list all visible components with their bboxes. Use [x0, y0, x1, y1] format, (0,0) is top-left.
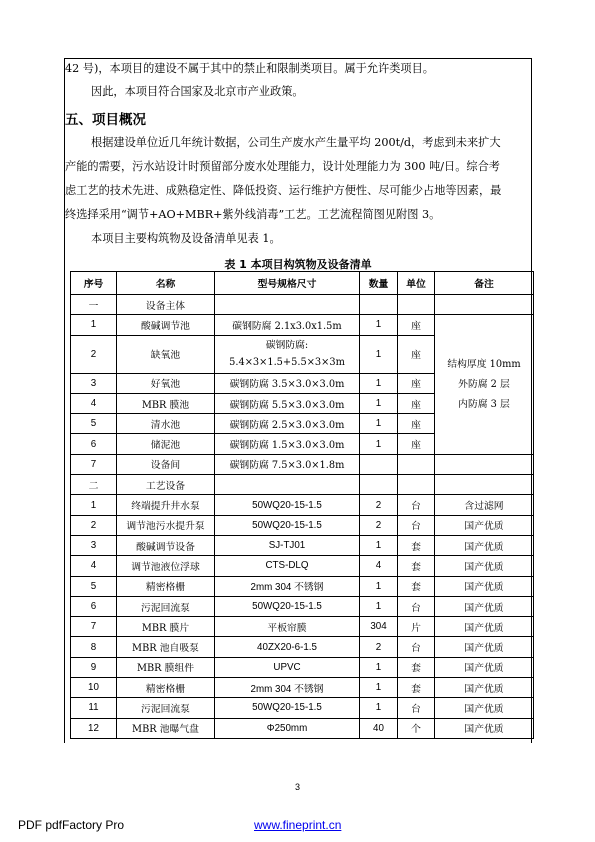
cell-spec: 40ZX20-6-1.5: [215, 637, 360, 657]
cell-spec: Φ250mm: [215, 718, 360, 738]
cell-no: 1: [71, 495, 117, 515]
table-group-row: [71, 475, 534, 495]
cell-unit: 个: [398, 718, 435, 738]
cell-unit: 套: [398, 678, 435, 698]
table-row: [71, 678, 534, 698]
table-header-row: [71, 272, 534, 295]
intro-line-2: 因此，本项目符合国家及北京市产业政策。: [91, 85, 304, 98]
table-row: 5 清水池 碳钢防腐 2.5×3.0×3.0m 1 座: [71, 414, 534, 434]
section-heading: 五、项目概况: [65, 112, 146, 128]
col-header-name: 名称: [117, 272, 215, 295]
cell-no: 4: [71, 556, 117, 576]
col-header-spec: 型号规格尺寸: [215, 272, 360, 295]
cell-unit: 套: [398, 576, 435, 596]
table-row: [71, 495, 534, 515]
table-row: 2 缺氧池 碳钢防腐: 5.4×3×1.5+5.5×3×3m 1 座: [71, 335, 534, 373]
table-group-row: [71, 295, 534, 315]
cell-remark: 含过滤网: [435, 495, 534, 515]
table-row: 3 好氧池 碳钢防腐 3.5×3.0×3.0m 1 座: [71, 373, 534, 393]
cell-no: 11: [71, 698, 117, 718]
cell-unit: 套: [398, 556, 435, 576]
table-row: [71, 718, 534, 738]
intro-line-1: 42 号)，本项目的建设不属于其中的禁止和限制类项目。属于允许类项目。: [65, 62, 434, 75]
para1-line-2: 产能的需要，污水站设计时预留部分废水处理能力，设计处理能力为 300 吨/日。综合考: [65, 160, 500, 173]
cell-remark: 国产优质: [435, 515, 534, 535]
cell-no: 9: [71, 657, 117, 677]
cell-no: 6: [71, 596, 117, 616]
table-row: 7 设备间 碳钢防腐 7.5×3.0×1.8m: [71, 454, 534, 474]
col-header-unit: 单位: [398, 272, 435, 295]
cell-unit: 套: [398, 657, 435, 677]
cell-name: 调节池污水提升泵: [117, 515, 215, 535]
col-header-qty: 数量: [360, 272, 398, 295]
para1-line-4: 终选择采用“调节+AO+MBR+紫外线消毒”工艺。工艺流程简图见附图 3。: [65, 208, 441, 221]
cell-name: MBR 膜片: [117, 617, 215, 637]
col-header-no: 序号: [71, 272, 117, 295]
group-no: 一: [71, 295, 117, 315]
cell-unit: 台: [398, 698, 435, 718]
cell-unit: 台: [398, 596, 435, 616]
table-row: [71, 535, 534, 555]
cell-name: MBR 池自吸泵: [117, 637, 215, 657]
cell-unit: 台: [398, 637, 435, 657]
cell-no: 8: [71, 637, 117, 657]
table-row: [71, 515, 534, 535]
cell-name: 精密格栅: [117, 678, 215, 698]
cell-qty: 2: [360, 495, 398, 515]
table-row: [71, 576, 534, 596]
cell-name: MBR 膜组件: [117, 657, 215, 677]
cell-unit: 台: [398, 495, 435, 515]
cell-qty: 1: [360, 657, 398, 677]
cell-qty: 40: [360, 718, 398, 738]
cell-name: 污泥回流泵: [117, 596, 215, 616]
cell-qty: 1: [360, 698, 398, 718]
cell-qty: 1: [360, 596, 398, 616]
equipment-table: [70, 271, 534, 739]
cell-no: 10: [71, 678, 117, 698]
para2: 本项目主要构筑物及设备清单见表 1。: [91, 232, 281, 245]
cell-qty: 1: [360, 576, 398, 596]
cell-unit: 套: [398, 535, 435, 555]
cell-spec: 50WQ20-15-1.5: [215, 596, 360, 616]
footer-link[interactable]: www.fineprint.cn: [254, 818, 342, 832]
table-row: [71, 556, 534, 576]
table-row: 1 酸碱调节池 碳钢防腐 2.1x3.0x1.5m 1 座 结构厚度 10mm 外防腐 2 层 内防腐 3 层: [71, 315, 534, 335]
cell-remark: 国产优质: [435, 596, 534, 616]
cell-spec: 2mm 304 不锈钢: [215, 576, 360, 596]
cell-remark: 国产优质: [435, 576, 534, 596]
table-row: [71, 637, 534, 657]
cell-qty: 1: [360, 535, 398, 555]
group-name: 设备主体: [117, 295, 215, 315]
cell-unit: 片: [398, 617, 435, 637]
cell-name: 精密格栅: [117, 576, 215, 596]
table-row: 6 储泥池 碳钢防腐 1.5×3.0×3.0m 1 座: [71, 434, 534, 454]
cell-qty: 1: [360, 678, 398, 698]
cell-remark: 国产优质: [435, 556, 534, 576]
para1-line-1: 根据建设单位近几年统计数据，公司生产废水产生量平均 200t/d，考虑到未来扩大: [91, 136, 501, 149]
table-row: 4 MBR 膜池 碳钢防腐 5.5×3.0×3.0m 1 座: [71, 393, 534, 413]
page-number: 3: [294, 782, 300, 792]
cell-remark: 国产优质: [435, 617, 534, 637]
table-caption: 表 1 本项目构筑物及设备清单: [224, 258, 372, 271]
cell-no: 12: [71, 718, 117, 738]
cell-remark: 国产优质: [435, 657, 534, 677]
structure-remark: 结构厚度 10mm 外防腐 2 层 内防腐 3 层: [435, 315, 534, 454]
cell-spec: 50WQ20-15-1.5: [215, 495, 360, 515]
cell-qty: 2: [360, 637, 398, 657]
cell-spec: 2mm 304 不锈钢: [215, 678, 360, 698]
cell-no: 5: [71, 576, 117, 596]
cell-spec: UPVC: [215, 657, 360, 677]
cell-name: 酸碱调节设备: [117, 535, 215, 555]
table-row: [71, 617, 534, 637]
cell-remark: 国产优质: [435, 535, 534, 555]
table-row: [71, 698, 534, 718]
para1-line-3: 虑工艺的技术先进、成熟稳定性、降低投资、运行维护方便性、尽可能少占地等因素，最: [65, 184, 502, 197]
cell-spec: 50WQ20-15-1.5: [215, 698, 360, 718]
cell-name: 污泥回流泵: [117, 698, 215, 718]
cell-no: 2: [71, 515, 117, 535]
cell-qty: 304: [360, 617, 398, 637]
col-header-remark: 备注: [435, 272, 534, 295]
cell-remark: 国产优质: [435, 678, 534, 698]
equipment-rows: [71, 495, 534, 739]
cell-spec: SJ-TJ01: [215, 535, 360, 555]
cell-name: 调节池液位浮球: [117, 556, 215, 576]
table-row: [71, 596, 534, 616]
cell-spec: 平板帘膜: [215, 617, 360, 637]
cell-no: 3: [71, 535, 117, 555]
cell-name: 终端提升井水泵: [117, 495, 215, 515]
cell-remark: 国产优质: [435, 718, 534, 738]
cell-remark: 国产优质: [435, 637, 534, 657]
cell-qty: 4: [360, 556, 398, 576]
cell-remark: 国产优质: [435, 698, 534, 718]
cell-unit: 台: [398, 515, 435, 535]
cell-name: MBR 池曝气盘: [117, 718, 215, 738]
cell-qty: 2: [360, 515, 398, 535]
cell-spec: 50WQ20-15-1.5: [215, 515, 360, 535]
group-name: 工艺设备: [117, 475, 215, 495]
cell-spec: CTS-DLQ: [215, 556, 360, 576]
group-no: 二: [71, 475, 117, 495]
cell-no: 7: [71, 617, 117, 637]
table-row: [71, 657, 534, 677]
footer-pdf-label: PDF pdfFactory Pro: [18, 818, 125, 832]
